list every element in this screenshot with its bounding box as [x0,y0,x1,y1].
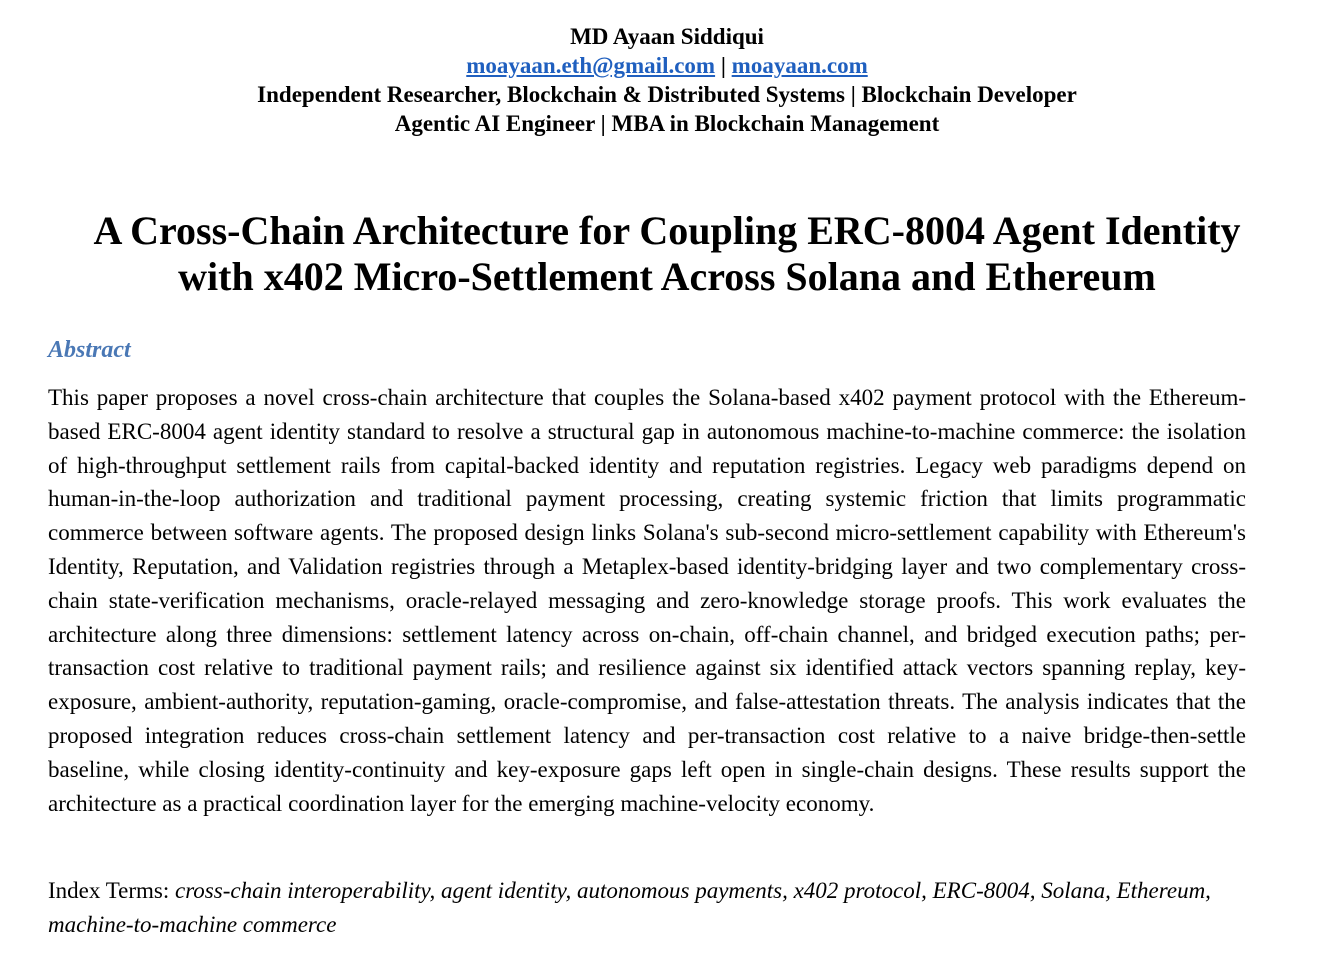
email-link[interactable]: moayaan.eth@gmail.com [466,53,716,78]
author-affiliation-line-1: Independent Researcher, Blockchain & Distributed Systems | Blockchain Developer [257,82,1077,107]
index-terms-label: Index Terms: [48,878,175,903]
author-affiliation-line-2: Agentic AI Engineer | MBA in Blockchain Management [394,111,940,136]
author-name: MD Ayaan Siddiqui [570,24,764,49]
paper-title-line-1: A Cross-Chain Architecture for Coupling ERC-8004 Agent Identity [93,208,1241,253]
index-terms [48,874,1246,942]
author-contact-line [0,51,1334,80]
contact-separator: | [720,53,732,78]
paper-title [20,208,1314,300]
website-link[interactable]: moayaan.com [731,53,868,78]
index-terms-list: cross-chain interoperability, agent identity, autonomous payments, x402 protocol, ERC-8004, Solana, Ethereum, machine-to-machine commerce [48,878,1211,937]
paper-title-line-2: with x402 Micro-Settlement Across Solana and Ethereum [178,254,1156,299]
abstract-body: This paper proposes a novel cross-chain architecture that couples the Solana-based x402 payment protocol with the Ethereum-based ERC-8004 agent identity standard to resolve a structural gap in autonomous machine-to-machine commerce: the isolation of high-throughput settlement rails from capital-backed identity and reputation registries. Legacy web paradigms depend on human-in-the-loop authorization and traditional payment processing, creating systemic friction that limits programmatic commerce between software agents. The proposed design links Solana's sub-second micro-settlement capability with Ethereum's Identity, Reputation, and Validation registries through a Metaplex-based identity-bridging layer and two complementary cross-chain state-verification mechanisms, oracle-relayed messaging and zero-knowledge storage proofs. This work evaluates the architecture along three dimensions: settlement latency across on-chain, off-chain channel, and bridged execution paths; per-transaction cost relative to traditional payment rails; and resilience against six identified attack vectors spanning replay, key-exposure, ambient-authority, reputation-gaming, oracle-compromise, and false-attestation threats. The analysis indicates that the proposed integration reduces cross-chain settlement latency and per-transaction cost relative to a naive bridge-then-settle baseline, while closing identity-continuity and key-exposure gaps left open in single-chain designs. These results support the architecture as a practical coordination layer for the emerging machine-velocity economy. [48,385,1246,816]
author-header [0,22,1334,138]
abstract-heading: Abstract [48,337,131,363]
